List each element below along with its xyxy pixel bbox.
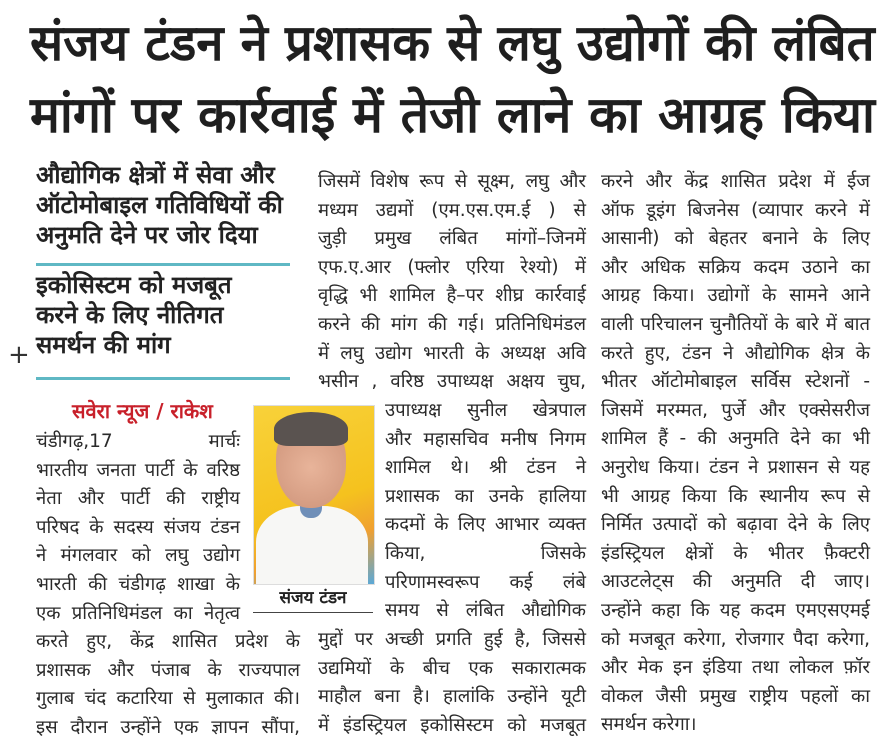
text-line: प्रशासक का उनके हालिया [385, 485, 586, 507]
text-line: प्रशासक और पंजाब के राज्यपाल [36, 659, 300, 681]
text-line: इस दौरान उन्होंने एक ज्ञापन सौंपा, [36, 716, 300, 738]
text-line: भारती की चंडीगढ़ शाखा के [36, 573, 240, 595]
text-line: समय से लंबित औद्योगिक [385, 600, 586, 622]
text-line: परिषद के सदस्य संजय टंडन [36, 516, 240, 538]
text-line: वाली परिचालन चुनौतियों के बारे में बात [601, 313, 870, 335]
text-line: करते हुए, टंडन ने औद्योगिक क्षेत्र के [601, 342, 870, 364]
text-line: एक प्रतिनिधिमंडल का नेतृत्व [36, 602, 240, 624]
plus-icon: + [8, 340, 30, 370]
column-2-wide [318, 626, 586, 740]
text-line: चंडीगढ़,17 मार्चः [36, 431, 240, 452]
column-1-wide [36, 628, 300, 742]
subheading-line: ऑटोमोबाइल गतिविधियों की [36, 191, 283, 219]
text-line: शामिल हैं - की अनुमति देने का भी [601, 428, 870, 450]
text-line: जिसमें विशेष रूप से सूक्ष्म, लघु और [318, 171, 586, 192]
text-line: उद्यमियों के बीच एक सकारात्मक [318, 657, 586, 679]
text-line: इंडस्ट्रियल क्षेत्रों के भीतर फ़ैक्टरी [601, 542, 870, 564]
text-line: भी आग्रह किया कि स्थानीय रूप से [601, 485, 870, 507]
subheading-line: समर्थन की मांग [36, 331, 171, 359]
text-line: ने मंगलवार को लघु उद्योग [36, 545, 240, 567]
headline-line-1: संजय टंडन ने प्रशासक से लघु उद्योगों की लंबित [30, 14, 875, 72]
subheading-line: औद्योगिक क्षेत्रों में सेवा और [36, 161, 275, 189]
headline-line-2: मांगों पर कार्रवाई में तेजी लाने का आग्रह किया [30, 86, 875, 144]
photo-caption: संजय टंडन [253, 588, 373, 613]
photo-hair [274, 412, 348, 446]
text-line: एफ.ए.आर (फ्लोर एरिया रेश्यो) में [318, 256, 586, 278]
column-2-narrow [385, 397, 586, 626]
text-line: जिसमें मरम्मत, पुर्जे और एक्सेसरीज [601, 399, 870, 421]
divider [36, 377, 290, 380]
text-line: शामिल थे। श्री टंडन ने [385, 457, 586, 479]
text-line: और मेक इन इंडिया तथा लोकल फ़ॉर [601, 657, 870, 679]
text-line: और महासचिव मनीष निगम [385, 428, 586, 450]
text-line: वृद्धि भी शामिल है–पर शीघ्र कार्रवाई [318, 285, 586, 307]
subheading-line: इकोसिस्टम को मजबूत [36, 271, 232, 299]
text-line: और अधिक सक्रिय कदम उठाने का [601, 256, 870, 278]
photo-sanjay-tandon [253, 405, 375, 585]
text-line: आसानी) को बेहतर बनाने के लिए [601, 228, 870, 250]
text-line: वोकल जैसी प्रमुख राष्ट्रीय पहलों का [601, 685, 870, 707]
text-line: में इंडस्ट्रियल इकोसिस्टम को मजबूत [318, 714, 586, 736]
text-line: मुद्दों पर अच्छी प्रगति हुई है, जिससे [318, 629, 586, 650]
text-line: जुड़ी प्रमुख लंबित मांगों–जिनमें [318, 228, 586, 250]
text-line: को मजबूत करेगा, रोजगार पैदा करेगा, [601, 628, 870, 650]
subheading-line: अनुमति देने पर जोर दिया [36, 221, 258, 249]
text-line: भीतर ऑटोमोबाइल सर्विस स्टेशनों - [601, 371, 870, 393]
column-1-narrow [36, 428, 240, 628]
text-line: भसीन , वरिष्ठ उपाध्यक्ष अक्षय चुघ, [318, 371, 586, 393]
column-2-top [318, 168, 586, 397]
text-line: माहौल बना है। हालांकि उन्होंने यूटी [318, 686, 586, 708]
byline: सवेरा न्यूज / राकेश [72, 399, 213, 423]
text-line: उपाध्यक्ष सुनील खेत्रपाल [385, 400, 586, 421]
text-line: में लघु उद्योग भारती के अध्यक्ष अवि [318, 342, 586, 364]
text-line: करने और केंद्र शासित प्रदेश में ईज [601, 171, 870, 192]
text-line: किया, जिसके [385, 542, 586, 564]
subheading-services [36, 160, 286, 250]
subheading-ecosystem [36, 270, 286, 360]
text-line: उन्होंने कहा कि यह कदम एमएसएमई [601, 599, 870, 621]
text-line: ऑफ डूइंग बिजनेस (व्यापार करने में [601, 199, 870, 221]
text-line: कदमों के लिए आभार व्यक्त [385, 514, 586, 536]
text-line: आग्रह किया। उद्योगों के सामने आने [601, 285, 870, 307]
text-line: नेता और पार्टी की राष्ट्रीय [36, 488, 240, 510]
text-line: करने की मांग की गई। प्रतिनिधिमंडल [318, 313, 586, 335]
text-line: परिणामस्वरूप कई लंबे [385, 571, 586, 593]
text-line: करते हुए, केंद्र शासित प्रदेश के [36, 631, 300, 652]
column-3 [601, 168, 870, 740]
text-line: गुलाब चंद कटारिया से मुलाकात की। [36, 688, 300, 710]
text-line: भारतीय जनता पार्टी के वरिष्ठ [36, 459, 240, 481]
text-line: निर्मित उत्पादों को बढ़ावा देने के लिए [601, 514, 870, 536]
subheading-line: करने के लिए नीतिगत [36, 301, 224, 329]
text-line: अनुरोध किया। टंडन ने प्रशासन से यह [601, 456, 870, 478]
divider [36, 263, 290, 266]
text-line: समर्थन करेगा। [601, 714, 697, 736]
text-line: मध्यम उद्यमों (एम.एस.एम.ई ) से [318, 199, 586, 221]
text-line: आउटलेट्स की अनुमति दी जाए। [601, 571, 870, 593]
